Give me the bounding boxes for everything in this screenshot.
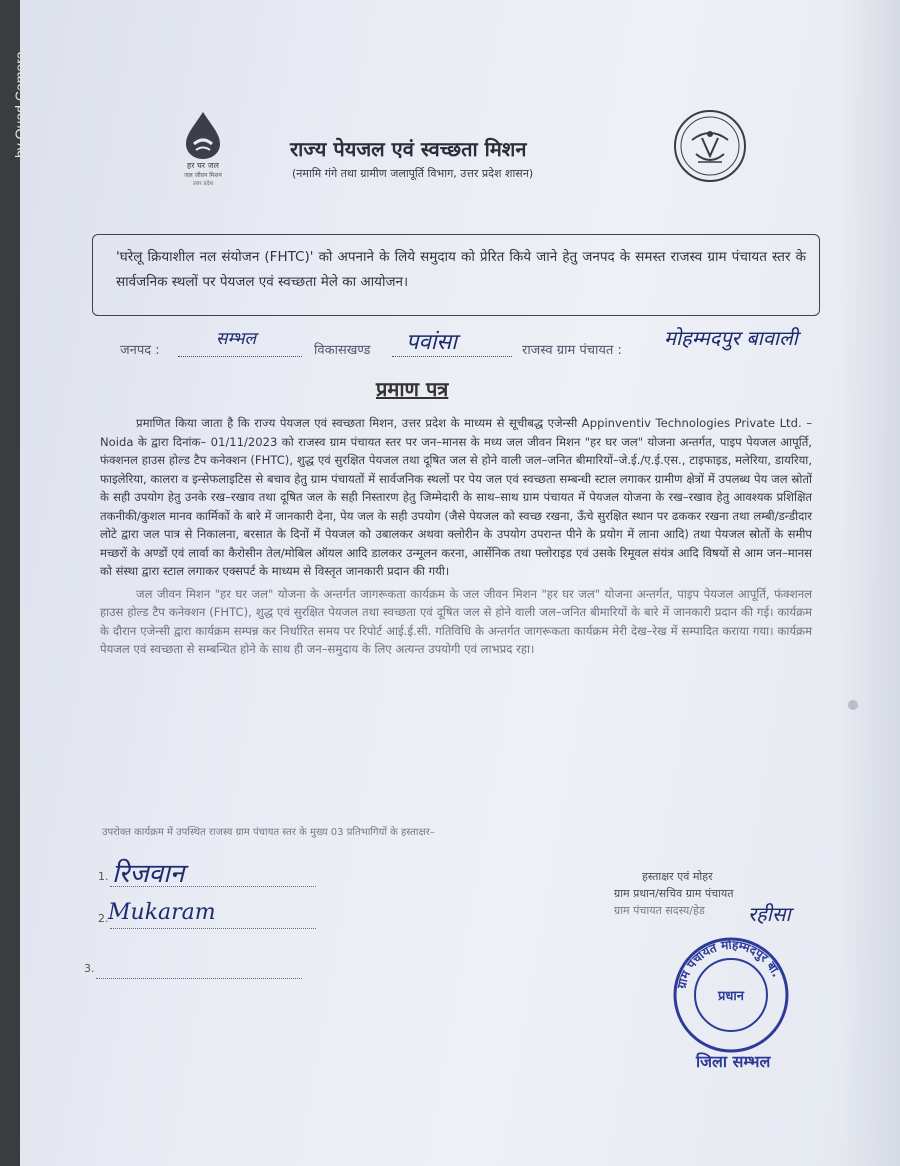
sign-caption: हस्ताक्षर एवं मोहर bbox=[642, 870, 713, 883]
certificate-body bbox=[100, 414, 812, 659]
svg-text:ग्राम पंचायत मोहम्मदपुर बा.: ग्राम पंचायत मोहम्मदपुर बा. bbox=[674, 937, 784, 990]
signature-number-1: 1. bbox=[98, 870, 109, 883]
body-paragraph-2: जल जीवन मिशन "हर घर जल" योजना के अन्तर्गत जागरूकता कार्यक्रम के जल जीवन मिशन "हर घर जल" योजना अन्तर्गत, पाइप पेयजल आपूर्ति, फंक्शनल हाउस होल्ड टैप कनेक्शन (FHTC), शुद्ध एवं सुरक्षित पेयजल तथा स्वच्छता एवं दूषित जल से होने वाली जल–जनित बीमारियों के बारे में जानकारी प्रदान की गई। कार्यक्रम के दौरान एजेन्सी द्वारा कार्यक्रम सम्पन्न कर निर्धारित समय पर रिपोर्ट आई.ई.सी. गतिविधि के अन्तर्गत जागरूकता कार्यक्रम मेरी देख–रेख में सम्पादित कराया गया। कार्यक्रम पेयजल एवं स्वच्छता से सम्बन्धित होने के साथ ही जन–समुदाय के लिए अत्यन्त उपयोगी एवं लाभप्रद रहा। bbox=[100, 586, 812, 656]
certificate-title: प्रमाण पत्र bbox=[376, 377, 449, 401]
signature-line-3 bbox=[96, 976, 302, 979]
signature-number-2: 2. bbox=[98, 912, 109, 925]
up-government-emblem bbox=[672, 108, 748, 184]
svg-text:उत्तर प्रदेश: उत्तर प्रदेश bbox=[192, 181, 214, 187]
district-value: सम्भल bbox=[216, 329, 257, 349]
gram-panchayat-stamp bbox=[672, 936, 790, 1054]
district-label: जनपद : bbox=[120, 343, 160, 358]
organisation-subtitle: (नमामि गंगे तथा ग्रामीण जलापूर्ति विभाग, उत्तर प्रदेश शासन) bbox=[292, 167, 534, 180]
sign-member: ग्राम पंचायत सदस्य/हेड bbox=[614, 904, 705, 917]
sign-designation: ग्राम प्रधान/सचिव ग्राम पंचायत bbox=[614, 887, 734, 900]
state-emblem-icon bbox=[672, 108, 748, 184]
block-value: पवांसा bbox=[406, 330, 457, 355]
page-edge bbox=[840, 0, 900, 1166]
district-line bbox=[178, 354, 302, 357]
signature-line-2 bbox=[110, 926, 316, 929]
body-paragraph-1: प्रमाणित किया जाता है कि राज्य पेयजल एवं स्वच्छता मिशन, उत्तर प्रदेश के माध्यम से सूचीबद्ध एजेन्सी Appinventiv Technologies Private Ltd. – Noida के द्वारा दिनांक– 01/11/2023 को राजस्व ग्राम पंचायत स्तर पर जन–मानस के मध्य जल जीवन मिशन "हर घर जल" योजना अन्तर्गत, पाइप पेयजल आपूर्ति, फंक्शनल हाउस होल्ड टैप कनेक्शन (FHTC), शुद्ध एवं सुरक्षित पेयजल तथा दूषित जल से होने वाली जल–जनित बीमारियों–जे.ई./ए.ई.एस., टाइफाइड, मलेरिया, डायरिया, फाइलेरिया, कालरा व इन्सेफलाइटिस से बचाव हेतु ग्राम पंचायतों में सार्वजनिक स्थलों पर पेय जल एवं स्वच्छता सम्बन्धी स्टाल लगाकर ग्रामीण क्षेत्रों में उपलब्ध पेय जल स्रोतों के सही उपयोग हेतु उनके रख–रखाव तथा दूषित जल के सही निस्तारण हेतु जिम्मेदारी के साथ–साथ ग्राम पंचायत में पेयजल योजना के रख–रखाव हेतु आवश्यक प्रशिक्षित तकनीकी/कुशल मानव कार्मिकों के बारे में जानकारी देना, पेय जल के सही उपयोग (जैसे पेयजल को स्वच्छ रखना, ऊँचे सुरक्षित स्थान पर ढककर रखना तथा लम्बी/डन्डीदार लोटे द्वारा जल पात्र से निकालना, बरसात के दिनों में पेयजल को उबालकर अथवा क्लोरीन के उपयोग उपरान्त पीने के प्रयोग में लाना आदि) तथा पेयजल स्रोतों के समीप मच्छरों के अण्डों एवं लार्वा का कैरोसीन तेल/मोबिल ऑयल आदि डालकर उन्मूलन करना, आर्सेनिक तथा फ्लोराइड एवं उसके रिमूवल संयंत्र आदि विषयों से आम जन–मानस को संस्था द्वारा स्टाल लगाकर एक्सपर्ट के माध्यम से विस्तृत जानकारी प्रदान की गयी। bbox=[100, 416, 812, 578]
location-fields bbox=[120, 328, 860, 368]
panchayat-label: राजस्व ग्राम पंचायत : bbox=[522, 343, 622, 358]
signature-1: रिजवान bbox=[112, 859, 185, 889]
svg-text:प्रधान: प्रधान bbox=[718, 989, 744, 1004]
document-page bbox=[20, 0, 900, 1166]
har-ghar-jal-logo bbox=[168, 108, 238, 188]
signature-2: Mukaram bbox=[108, 900, 216, 925]
round-seal-icon bbox=[672, 936, 790, 1054]
organisation-title: राज्य पेयजल एवं स्वच्छता मिशन bbox=[290, 137, 527, 161]
water-drop-icon bbox=[168, 108, 238, 188]
pradhan-signature: रहीसा bbox=[748, 902, 791, 926]
stamp-district: जिला सम्भल bbox=[696, 1052, 771, 1071]
block-label: विकासखण्ड bbox=[314, 343, 371, 358]
svg-text:हर घर जल: हर घर जल bbox=[187, 161, 219, 170]
signature-number-3: 3. bbox=[84, 962, 95, 975]
panchayat-value: मोहम्मदपुर बावाली bbox=[664, 326, 798, 350]
attendees-note: उपरोक्त कार्यक्रम में उपस्थित राजस्व ग्राम पंचायत स्तर के मुख्य 03 प्रतिभागियों के हस्ताक्षर– bbox=[102, 827, 435, 838]
subject-text: 'घरेलू क्रियाशील नल संयोजन (FHTC)' को अपनाने के लिये समुदाय को प्रेरित किये जाने हेतु जनपद के समस्त राजस्व ग्राम पंचायत स्तर के सार्वजनिक स्थलों पर पेयजल एवं स्वच्छता मेले का आयोजन। bbox=[116, 249, 806, 290]
svg-text:जल जीवन मिशन: जल जीवन मिशन bbox=[184, 172, 222, 179]
